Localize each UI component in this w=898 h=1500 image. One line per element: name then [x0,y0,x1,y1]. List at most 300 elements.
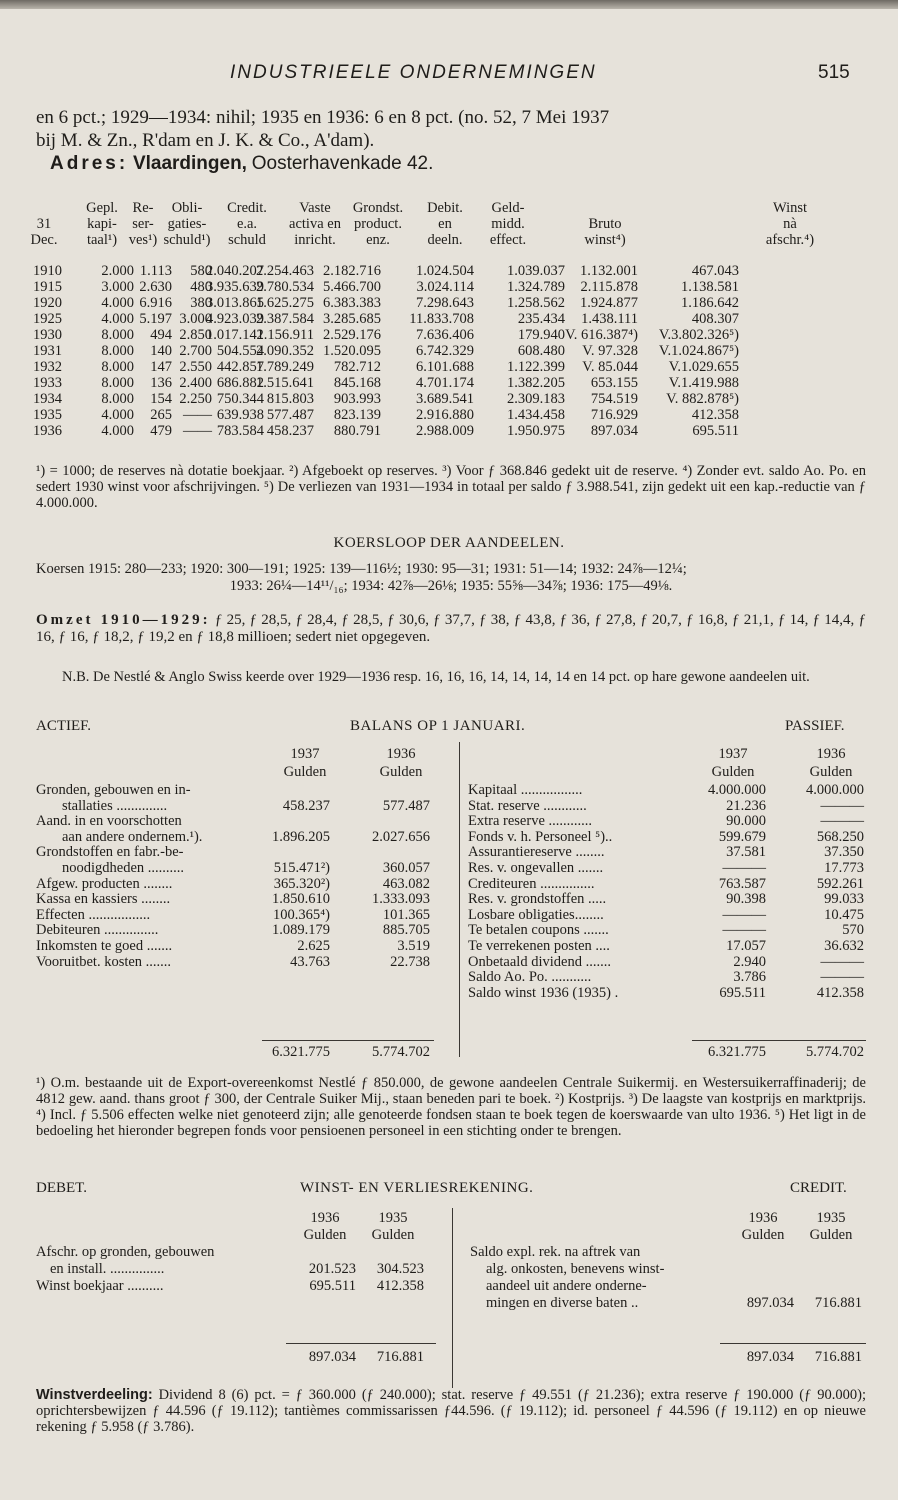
history-cell: 1.122.399 [507,359,565,375]
history-header-8-line-1: Debit. [427,200,463,216]
history-cell: 1.520.095 [323,343,381,359]
passief-total-rule [692,1040,866,1041]
history-cell: 11.833.708 [409,311,474,327]
history-cell: 458.237 [266,423,314,439]
history-cell: V. 85.044 [582,359,638,375]
balance-title: BALANS OP 1 JANUARI. [350,718,526,734]
history-cell: V. 97.328 [582,343,638,359]
passief-value-1937: 2.940 [733,953,766,970]
history-cell: 782.712 [333,359,381,375]
history-cell: 1.515.641 [256,375,314,391]
actief-total-rule [262,1040,434,1041]
history-header-1-line-2: 31 [36,216,52,232]
history-cell: 1925 [33,311,62,327]
history-cell: 2.387.584 [256,311,314,327]
history-cell: 6.101.688 [416,359,474,375]
actief-value-1936: 22.738 [390,953,430,970]
history-cell: 1930 [33,327,62,343]
actief-label: Vooruitbet. kosten ....... [36,953,172,970]
actief-label: Grondstoffen en fabr.-be- [36,844,184,861]
address-label: Adres: [50,153,129,174]
history-cell: 3.285.685 [323,311,381,327]
history-header-7-line-3: enz. [366,232,390,248]
credit-unit-2: Gulden [809,1227,853,1243]
debet-total-rule [286,1343,436,1344]
lead-paragraph [36,106,866,175]
history-cell: 6.916 [139,295,172,311]
history-header-2-line-2: kapi- [87,216,117,232]
history-header-3-line-2: ser- [132,216,154,232]
history-cell: V.1.419.988 [668,375,739,391]
history-header-4-line-3: schuld¹) [163,232,211,248]
history-header-4-line-2: gaties- [167,216,207,232]
history-cell: 3.024.114 [416,279,474,295]
history-cell: 1933 [33,375,62,391]
omzet-label: Omzet 1910—1929: [36,612,211,628]
profit-loss-account [0,1180,898,1380]
passief-label: Stat. reserve ............ [468,797,587,814]
debet-label: Afschr. op gronden, gebouwen [36,1244,215,1260]
history-header-10-line-3: winst⁴) [584,232,626,248]
passief-value-1937: 17.057 [726,938,766,954]
passief-value-1936: ——— [820,813,864,830]
passief-label: Kapitaal ................. [468,782,583,798]
history-cell: 1.132.001 [580,263,638,279]
history-cell: 3.000 [101,279,134,295]
history-cell: 1.113 [139,263,172,279]
actief-value-1936: 3.519 [397,938,430,954]
actief-label: Aand. in en voorschotten [36,813,182,830]
history-cell: —— [183,407,212,423]
debet-value-1936: 695.511 [309,1278,356,1294]
history-cell: 179.940 [517,327,565,343]
history-cell: 2.850 [179,327,212,343]
history-cell: 1920 [33,295,62,311]
passief-value-1937: 599.679 [718,828,766,845]
history-cell: 147 [150,359,172,375]
debet-value-1935: 304.523 [376,1261,424,1277]
koersloop-line-2: 1933: 26¼—14¹¹/₁₆; 1934: 42⅞—26⅛; 1935: 55⅝—34⅞; 1936: 175—49⅛. [229,578,673,594]
history-cell: —— [183,423,212,439]
passief-value-1937: 763.587 [718,875,766,892]
passief-value-1936: 10.475 [824,906,864,923]
history-header-9-line-2: midd. [491,216,525,232]
history-table [0,200,898,450]
history-cell: 2.254.463 [256,263,314,279]
history-cell: 1.258.562 [507,295,565,311]
history-cell: 1915 [33,279,62,295]
history-cell: 897.034 [590,423,638,439]
history-cell: 1.039.037 [507,263,565,279]
history-cell: 880.791 [333,423,381,439]
history-cell: 8.000 [101,391,134,407]
credit-label-cont: alg. onkosten, benevens winst- [486,1261,665,1277]
actief-label: Debiteuren ............... [36,922,159,939]
history-cell: 265 [150,407,172,423]
balance-sheet [0,718,898,1068]
history-cell: 2.400 [179,375,212,391]
history-cell: 1.924.877 [580,295,638,311]
history-cell: 1935 [33,407,62,423]
history-header-1-line-3: Dec. [30,232,58,248]
history-header-11-line-2: nà [783,216,797,232]
history-cell: 2.090.352 [256,343,314,359]
passief-total-1936: 5.774.702 [806,1044,864,1060]
passief-value-1937: 4.000.000 [708,782,766,798]
history-cell: 136 [150,375,172,391]
passief-value-1936: 17.773 [824,860,864,876]
history-header-5-line-1: Credit. [227,200,267,216]
history-cell: 4.923.039 [206,311,264,327]
history-cell: 3.013.865 [206,295,264,311]
passief-total-1937: 6.321.775 [708,1044,766,1060]
history-cell: 1.138.581 [681,279,739,295]
actief-label: Effecten ................. [36,906,151,923]
passief-year-1: 1937 [718,746,748,762]
history-header-6-line-2: activa en [289,216,341,232]
credit-label: Saldo expl. rek. na aftrek van [470,1244,641,1260]
actief-value-1937: 100.365⁴) [272,906,330,923]
history-cell: 695.511 [692,423,739,439]
history-cell: 380 [190,295,212,311]
debet-value-1935: 412.358 [376,1278,424,1294]
history-cell: V.1.029.655 [668,359,739,375]
passief-label: Fonds v. h. Personeel ⁵).. [468,828,613,845]
nb-paragraph [36,669,866,685]
passief-value-1936: 99.033 [824,891,864,908]
history-cell: 1.625.275 [256,295,314,311]
passief-label: Te verrekenen posten .... [468,938,610,954]
actief-label-cont: aan andere ondernem.¹). [62,828,203,845]
history-cell: 1.382.205 [507,375,565,391]
passief-title: PASSIEF. [785,718,845,734]
history-cell: 577.487 [266,407,314,423]
history-cell: 154 [150,391,172,407]
passief-label: Assurantiereserve ........ [468,844,605,861]
history-cell: 1.434.458 [507,407,565,423]
history-cell: 480 [190,279,212,295]
history-cell: 8.000 [101,327,134,343]
history-header-7-line-1: Grondst. [352,200,404,216]
actief-value-1936: 463.082 [382,875,430,892]
history-cell: 1910 [33,263,62,279]
history-cell: 8.000 [101,343,134,359]
history-cell: 504.554 [216,343,264,359]
history-cell: 2.550 [179,359,212,375]
passief-value-1936: 412.358 [816,984,864,1001]
history-cell: 3.935.639 [206,279,264,295]
history-header-2-line-3: taal¹) [86,232,118,248]
history-cell: 6.742.329 [416,343,474,359]
history-header-5-line-2: e.a. [236,216,258,232]
history-header-2-line-1: Gepl. [86,200,118,216]
history-cell: 2.700 [179,343,212,359]
history-cell: 2.040.207 [206,263,264,279]
history-footnote-text: ¹) = 1000; de reserves nà dotatie boekjaar. ²) Afgeboekt op reserves. ³) Voor ƒ 368.846 gedekt uit de reserve. ⁴) Zonder evt. saldo Ao. Po. en sedert 1930 winst voor afschrijvingen. ⁵) De verliezen van 1931—1934 in totaal per saldo ƒ 3.988.541, zijn gedekt uit een kap.-reductie van ƒ 4.000.000. [36,463,866,511]
pl-divider [452,1208,453,1388]
history-cell: 467.043 [691,263,739,279]
history-cell: 2.156.911 [256,327,314,343]
credit-value-1936: 897.034 [746,1295,794,1311]
koersloop-line-1: Koersen 1915: 280—233; 1920: 300—191; 1925: 139—116½; 1930: 95—31; 1931: 51—14; 1932: 24⅞—12¼; [36,561,687,577]
passief-value-1937: 90.398 [726,891,766,908]
history-cell: 783.584 [216,423,264,439]
passief-value-1936: ——— [820,969,864,986]
history-cell: 412.358 [691,407,739,423]
history-cell: 8.000 [101,375,134,391]
debet-label: Winst boekjaar .......... [36,1278,164,1294]
history-header-3-line-1: Re- [132,200,154,216]
history-cell: 2.182.716 [323,263,381,279]
passief-label: Saldo winst 1936 (1935) . [468,984,619,1001]
passief-label: Te betalen coupons ....... [468,922,609,939]
history-cell: 6.383.383 [323,295,381,311]
lead-line-1: en 6 pct.; 1929—1934: nihil; 1935 en 1936: 6 en 8 pct. (no. 52, 7 Mei 1937 [36,107,610,128]
history-cell: 823.139 [333,407,381,423]
history-header-4-line-1: Obli- [171,200,203,216]
passief-value-1937: 695.511 [719,984,766,1001]
running-head [0,62,898,88]
history-cell: 235.434 [517,311,565,327]
passief-unit-1: Gulden [711,764,755,780]
debet-total-1936: 897.034 [308,1349,356,1365]
actief-value-1937: 1.896.205 [272,828,330,845]
passief-label: Res. v. ongevallen ....... [468,860,604,876]
history-cell: 1.017.141 [206,327,264,343]
history-header-7-line-2: product. [354,216,402,232]
actief-value-1937: 1.850.610 [272,891,330,908]
history-cell: 3.689.541 [416,391,474,407]
history-header-6-line-1: Vaste [299,200,331,216]
actief-value-1937: 2.625 [297,938,330,954]
history-cell: 1931 [33,343,62,359]
history-cell: 7.298.643 [416,295,474,311]
winstverdeeling-label: Winstverdeeling: [36,1387,153,1403]
history-cell: 2.630 [139,279,172,295]
credit-label-cont: mingen en diverse baten .. [486,1295,639,1311]
credit-year-1: 1936 [748,1210,778,1226]
history-cell: 750.344 [216,391,264,407]
page-number: 515 [818,62,850,83]
actief-value-1936: 1.333.093 [372,891,430,908]
history-cell: V.1.024.867⁵) [658,343,739,359]
history-header-10-line-2: Bruto [588,216,622,232]
actief-value-1936: 101.365 [382,906,430,923]
credit-total-1935: 716.881 [814,1349,862,1365]
running-title: INDUSTRIEELE ONDERNEMINGEN [230,62,597,83]
actief-year-1: 1937 [290,746,320,762]
passief-value-1937: 37.581 [726,844,766,861]
history-header-5-line-3: schuld [228,232,266,248]
passief-year-2: 1936 [816,746,846,762]
history-cell: 2.000 [101,263,134,279]
history-cell: 2.309.183 [507,391,565,407]
history-cell: 686.882 [216,375,264,391]
history-header-11-line-3: afschr.⁴) [765,232,815,248]
passief-value-1937: 3.786 [733,969,766,986]
passief-value-1936: 4.000.000 [806,782,864,798]
history-cell: 4.701.174 [416,375,474,391]
passief-value-1937: ——— [722,906,766,923]
actief-label: Afgew. producten ........ [36,875,173,892]
history-cell: 4.000 [101,311,134,327]
history-cell: 442.857 [216,359,264,375]
history-header-6-line-3: inricht. [294,232,336,248]
history-cell: 1934 [33,391,62,407]
history-header-8-line-2: en [438,216,452,232]
passief-value-1937: ——— [722,860,766,876]
history-header-9-line-1: Geld- [491,200,525,216]
history-cell: 608.480 [517,343,565,359]
history-cell: 4.000 [101,295,134,311]
passief-label: Onbetaald dividend ....... [468,953,611,970]
history-cell: 2.250 [179,391,212,407]
history-cell: V.3.802.326⁵) [658,327,739,343]
passief-value-1936: 592.261 [816,875,864,892]
passief-value-1936: 568.250 [816,828,864,845]
actief-label: Gronden, gebouwen en in- [36,782,191,798]
history-header-8-line-3: deeln. [427,232,463,248]
actief-label-cont: stallaties .............. [62,797,168,814]
omzet-text: ƒ 25, ƒ 28,5, ƒ 28,4, ƒ 28,5, ƒ 30,6, ƒ 37,7, ƒ 38, ƒ 43,8, ƒ 36, ƒ 27,8, ƒ 20,7, ƒ 16,8, ƒ 21,1, ƒ 14, ƒ 14,4, ƒ 16, ƒ 16, ƒ 18,2, ƒ 19,2 en ƒ 18,8 millioen; sedert niet opgegeven. [36,612,867,645]
history-cell: 140 [150,343,172,359]
history-cell: 2.529.176 [323,327,381,343]
debet-unit-1: Gulden [303,1227,347,1243]
passief-value-1936: ——— [820,797,864,814]
passief-value-1936: ——— [820,953,864,970]
passief-unit-2: Gulden [809,764,853,780]
history-cell: 494 [150,327,172,343]
passief-label: Saldo Ao. Po. ........... [468,969,592,986]
actief-value-1937: 43.763 [290,953,330,970]
credit-total-1936: 897.034 [746,1349,794,1365]
winstverdeeling-paragraph [36,1387,866,1435]
actief-title: ACTIEF. [36,718,92,734]
actief-value-1936: 577.487 [382,797,430,814]
pl-title: WINST- EN VERLIESREKENING. [300,1180,534,1196]
credit-title: CREDIT. [790,1180,847,1196]
history-cell: 1.789.249 [256,359,314,375]
history-cell: 2.916.880 [416,407,474,423]
actief-unit-2: Gulden [379,764,423,780]
actief-value-1937: 458.237 [282,797,330,814]
address-city: Vlaardingen, [132,153,247,174]
actief-total-1937: 6.321.775 [272,1044,330,1060]
lead-line-2: bij M. & Zn., R'dam en J. K. & Co., A'dam). [36,130,375,151]
balance-footnote [36,1075,866,1139]
history-header-11-line-1: Winst [772,200,808,216]
koersloop-title: KOERSLOOP DER AANDEELEN. [333,535,565,551]
debet-total-1935: 716.881 [376,1349,424,1365]
passief-label: Extra reserve ............ [468,813,593,830]
history-cell: 8.000 [101,359,134,375]
history-cell: 479 [150,423,172,439]
credit-year-2: 1935 [816,1210,846,1226]
actief-value-1936: 2.027.656 [372,828,430,845]
passief-value-1937: 21.236 [726,797,766,814]
history-cell: 716.929 [590,407,638,423]
debet-year-1: 1936 [310,1210,340,1226]
history-cell: 639.938 [216,407,264,423]
debet-unit-2: Gulden [371,1227,415,1243]
history-cell: 1.024.504 [416,263,474,279]
history-cell: 1.950.975 [507,423,565,439]
debet-year-2: 1935 [378,1210,408,1226]
actief-label: Kassa en kassiers ........ [36,891,171,908]
omzet-paragraph [36,612,866,646]
history-cell: 408.307 [691,311,739,327]
history-cell: 5.197 [139,311,172,327]
actief-total-1936: 5.774.702 [372,1044,430,1060]
passief-value-1937: ——— [722,922,766,939]
history-cell: 1.438.111 [581,311,638,327]
passief-value-1936: 36.632 [824,938,864,954]
actief-label-cont: noodigdheden .......... [62,860,185,876]
actief-value-1937: 1.089.179 [272,922,330,939]
history-cell: 1.186.642 [681,295,739,311]
history-cell: 1936 [33,423,62,439]
credit-label-cont: aandeel uit andere onderne- [486,1278,647,1294]
history-cell: 903.993 [333,391,381,407]
actief-unit-1: Gulden [283,764,327,780]
credit-total-rule [720,1343,866,1344]
history-cell: V. 882.878⁵) [666,391,739,407]
credit-value-1935: 716.881 [814,1295,862,1311]
history-cell: 7.636.406 [416,327,474,343]
history-cell: 4.000 [101,423,134,439]
history-header-9-line-3: effect. [489,232,527,248]
passief-label: Losbare obligaties........ [468,906,604,923]
history-cell: 815.803 [266,391,314,407]
passief-value-1937: 90.000 [726,813,766,830]
actief-label: Inkomsten te goed ....... [36,938,173,954]
history-header-3-line-3: ves¹) [128,232,158,248]
history-footnote [36,463,866,511]
debet-value-1936: 201.523 [308,1261,356,1277]
winstverdeeling-text: Dividend 8 (6) pct. = ƒ 360.000 (ƒ 240.000); stat. reserve ƒ 49.551 (ƒ 21.236); extra reserve ƒ 190.000 (ƒ 90.000); oprichtersbewijzen ƒ 44.596 (ƒ 19.112); tantièmes commissarissen ƒ44.596. (ƒ 19.112); id. personeel ƒ 44.596 (ƒ 19.112) en op nieuwe rekening ƒ 5.958 (ƒ 3.786). [36,1387,866,1435]
balance-divider [459,742,460,1057]
history-cell: 845.168 [333,375,381,391]
history-cell: 580 [190,263,212,279]
history-cell: 653.155 [590,375,638,391]
address-line [36,152,866,175]
history-cell: 5.466.700 [323,279,381,295]
history-cell: V. 616.387⁴) [565,327,638,343]
scan-edge [0,0,898,9]
passief-label: Res. v. grondstoffen ..... [468,891,607,908]
passief-value-1936: 37.350 [824,844,864,861]
debet-label-cont: en install. ............... [50,1261,165,1277]
history-cell: 2.988.009 [416,423,474,439]
history-cell: 754.519 [590,391,638,407]
actief-value-1937: 515.471²) [273,860,330,876]
balance-footnote-text: ¹) O.m. bestaande uit de Export-overeenkomst Nestlé ƒ 850.000, de gewone aandeelen Centrale Suikermij. en Westersuikerraffinaderij; de 4812 gew. aand. thans groot ƒ 300, der Centrale Suiker Mij., staan beneden pari te boek. ²) Kostprijs. ³) De laagste van kostprijs en marktprijs. ⁴) Incl. ƒ 5.506 effecten welke niet genoteerd zijn; alle genoteerde fondsen staan te boek tegen de koerswaarde van ulto 1936. ⁵) Het ligt in de bedoeling het hieronder begrepen fonds voor pensioenen personeel in een stichting onder te brengen. [36,1075,866,1139]
passief-label: Crediteuren ............... [468,875,595,892]
address-street: Oosterhavenkade 42. [251,153,434,174]
history-cell: 3.000 [179,311,212,327]
actief-value-1936: 885.705 [382,922,430,939]
nb-text: N.B. De Nestlé & Anglo Swiss keerde over 1929—1936 resp. 16, 16, 16, 14, 14, 14, 14 en 14 pct. op hare gewone aandeelen uit. [62,669,810,685]
history-cell: 4.000 [101,407,134,423]
debet-title: DEBET. [36,1180,87,1196]
actief-year-2: 1936 [386,746,416,762]
history-cell: 2.780.534 [256,279,314,295]
actief-value-1936: 360.057 [382,860,430,876]
history-cell: 1932 [33,359,62,375]
passief-value-1936: 570 [842,922,864,939]
credit-unit-1: Gulden [741,1227,785,1243]
history-cell: 2.115.878 [580,279,638,295]
